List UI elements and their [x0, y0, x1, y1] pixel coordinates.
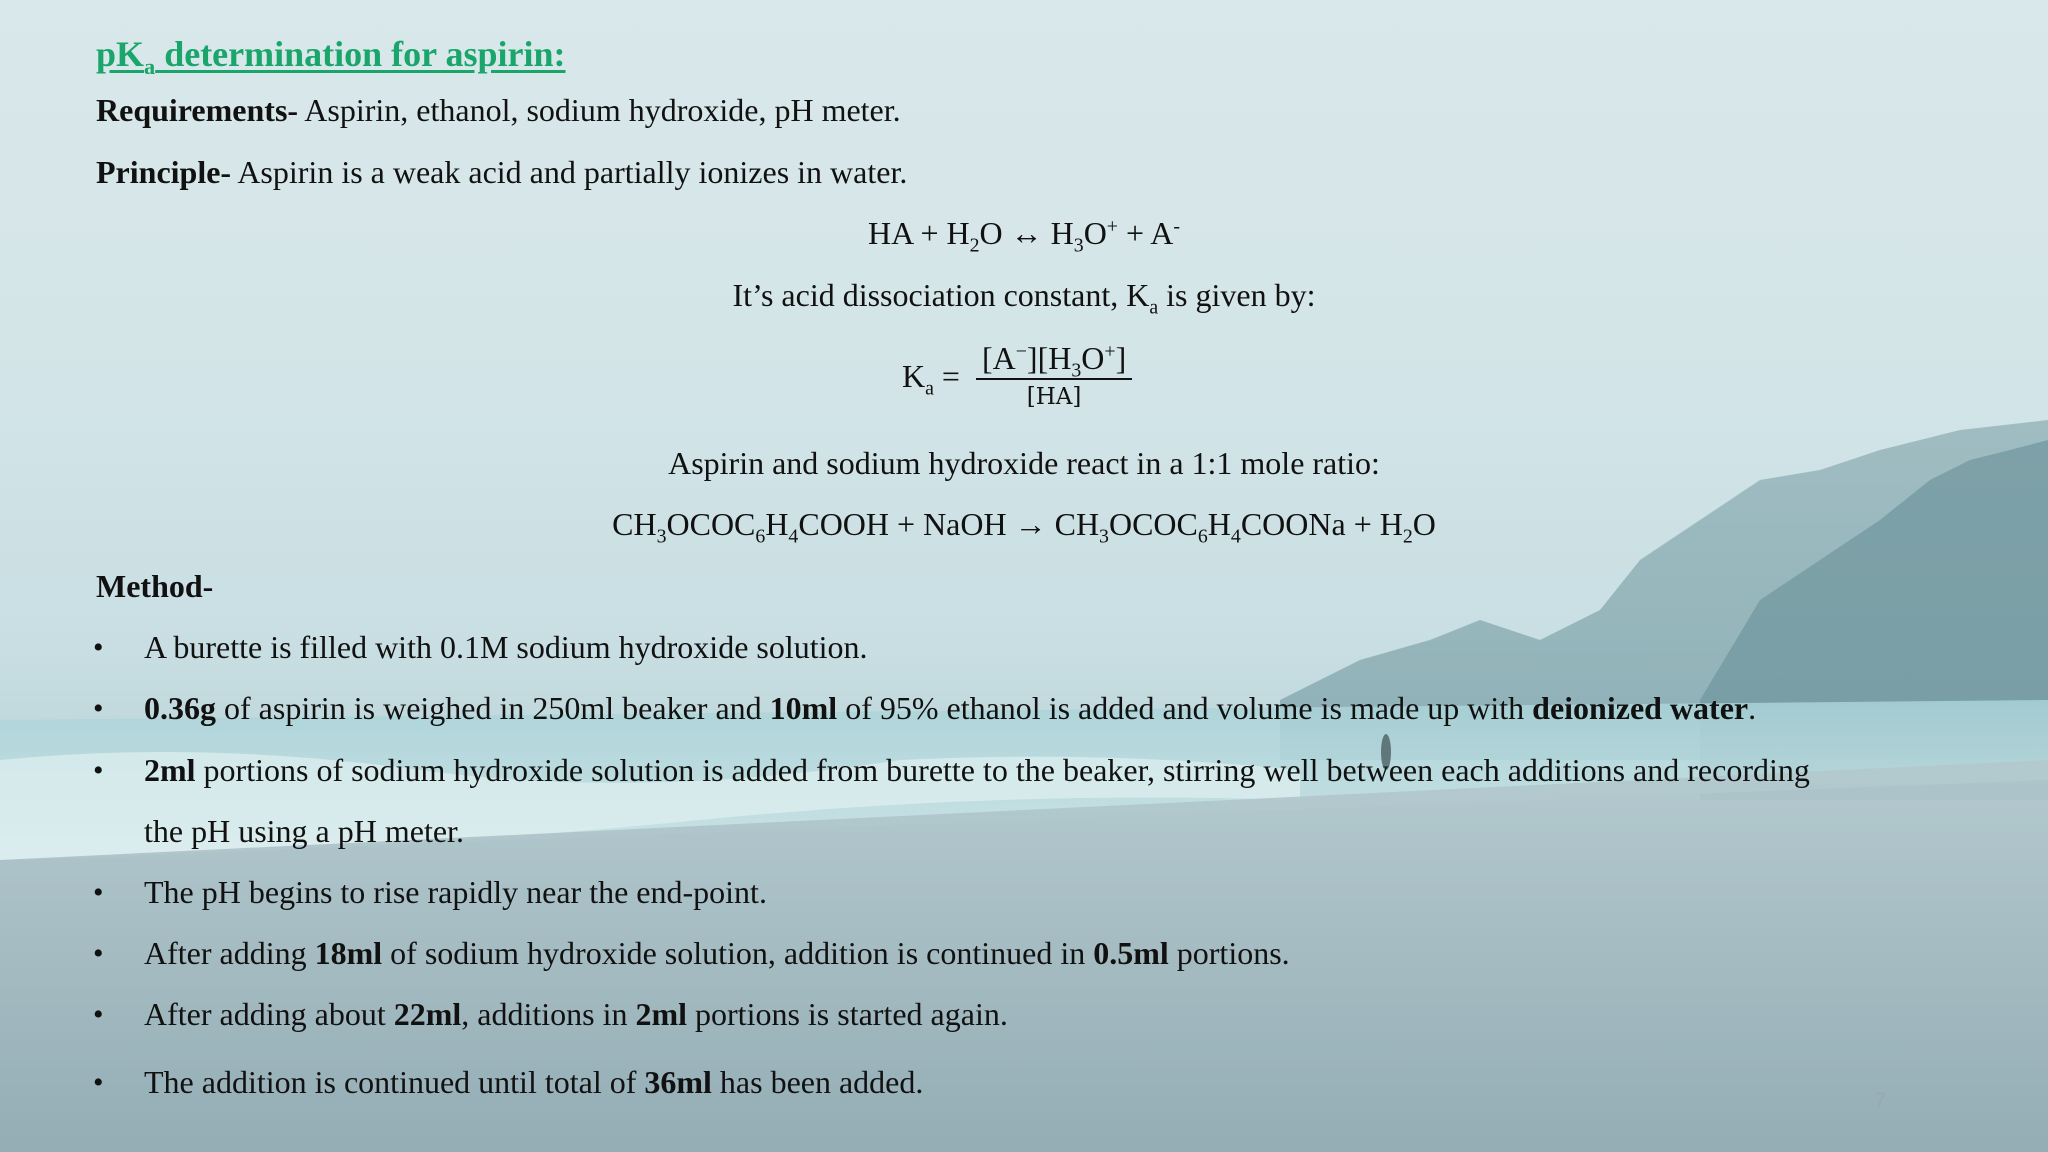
ka-fraction [976, 342, 1132, 409]
method-heading: Method- [96, 568, 214, 604]
bullet-marker: • [93, 998, 104, 1031]
method-step-3: 2ml portions of sodium hydroxide solution is added from burette to the beaker, stirring well between each additions and recording [144, 752, 1810, 788]
bullet-marker: • [93, 1066, 104, 1099]
method-step-6: After adding about 22ml, additions in 2ml portions is started again. [144, 996, 1008, 1032]
method-step-4: The pH begins to rise rapidly near the end-point. [144, 874, 767, 910]
bullet-marker: • [93, 937, 104, 970]
bullet-marker: • [93, 754, 104, 787]
slide-title: $pK_a$ determination for aspirin: [96, 34, 566, 80]
mole-ratio-line: Aspirin and sodium hydroxide react in a 1:1 mole ratio: [668, 445, 1380, 481]
method-step-5: After adding 18ml of sodium hydroxide solution, addition is continued in 0.5ml portions. [144, 935, 1290, 971]
principle-line: Principle- Aspirin is a weak acid and partially ionizes in water. [96, 154, 908, 190]
ka-numerator: $[A^-][H_3O^+]$ [976, 342, 1132, 380]
bullet-marker: • [93, 692, 104, 725]
neutralization-equation: $CH_3OCOC_6H_4COOH$ + NaOH → $CH_3OCOC_6H_4COONa + H_2O$ [612, 506, 1436, 548]
method-step-2: 0.36g of aspirin is weighed in 250ml beaker and 10ml of 95% ethanol is added and volume is made up with deionized water. [144, 690, 1757, 726]
method-step-3-continued: the pH using a pH meter. [144, 813, 464, 849]
requirements-line: Requirements- Aspirin, ethanol, sodium hydroxide, pH meter. [96, 92, 901, 128]
ka-description: It’s acid dissociation constant, $K_a$ is given by: [732, 277, 1316, 319]
method-step-1: A burette is filled with 0.1M sodium hydroxide solution. [144, 629, 868, 665]
bullet-marker: • [93, 631, 104, 664]
bullet-marker: • [93, 876, 104, 909]
ka-formula: $K_a$ = $\frac{[A^-][H_3O^+]}{[HA]}$ [902, 342, 1132, 409]
page-number: 7 [1874, 1088, 1887, 1113]
ka-denominator: [HA] [1026, 384, 1082, 410]
ionization-equation: HA + $H_2O$ ↔ $H_3O^+ + A^-$ [868, 215, 1180, 257]
method-step-7: The addition is continued until total of 36ml has been added. [144, 1064, 924, 1100]
